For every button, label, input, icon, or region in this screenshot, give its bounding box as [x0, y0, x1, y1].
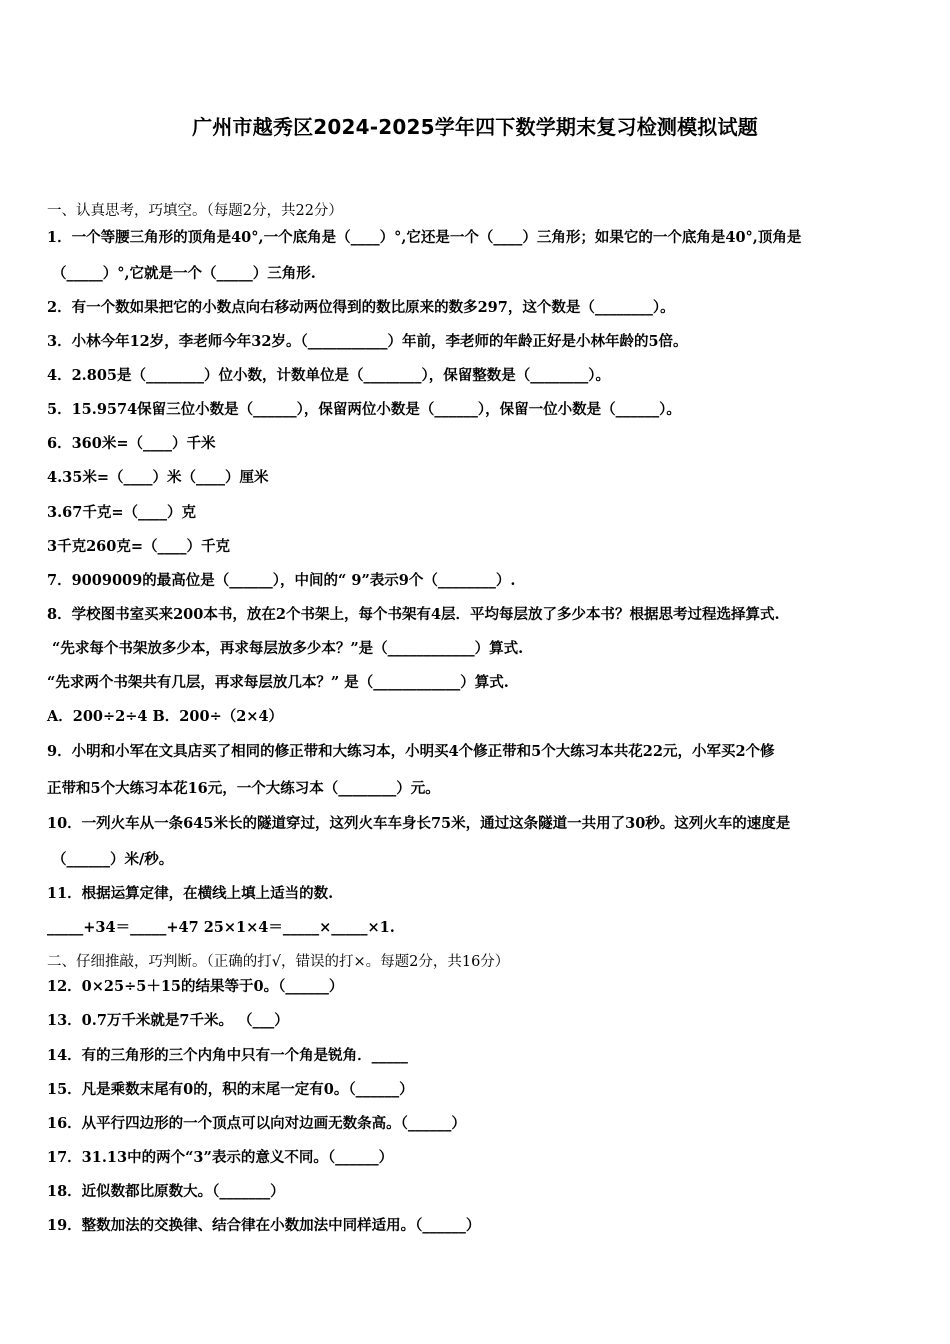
question-6-part-1: 6．360米=（____）千米 — [47, 435, 216, 452]
section-heading-true-false: 二、仔细推敲，巧判断。（正确的打√，错误的打×。每题2分，共16分） — [47, 954, 510, 970]
section-heading-fill-blank: 一、认真思考，巧填空。（每题2分，共22分） — [47, 203, 343, 219]
question-4: 4．2.805是（________）位小数，计数单位是（________），保留整数是（________）。 — [47, 367, 610, 384]
question-8-blank-2: “先求两个书架共有几层，再求每层放几本？” 是（____________）算式. — [47, 674, 509, 691]
question-7: 7．9009009的最高位是（______），中间的“ 9”表示9个（________）. — [47, 572, 516, 589]
question-3: 3．小林今年12岁，李老师今年32岁。（___________）年前，李老师的年龄正好是小林年龄的5倍。 — [47, 333, 688, 350]
question-12: 12．0×25÷5＋15的结果等于0。（______） — [47, 978, 344, 995]
question-9-line-2: 正带和5个大练习本花16元，一个大练习本（________）元。 — [47, 780, 440, 797]
question-1-line-2: （_____）°,它就是一个（_____）三角形. — [52, 265, 316, 282]
question-6-part-2: 4.35米=（____）米（____）厘米 — [47, 469, 269, 486]
question-2: 2．有一个数如果把它的小数点向右移动两位得到的数比原来的数多297，这个数是（________）。 — [47, 299, 675, 316]
question-8-options: A．200÷2÷4 B．200÷（2×4） — [47, 708, 284, 725]
page-title: 广州市越秀区2024-2025学年四下数学期末复习检测模拟试题 — [192, 115, 758, 139]
question-11-blanks: _____+34＝_____+47 25×1×4＝_____×_____×1. — [47, 919, 395, 936]
question-10-line-1: 10．一列火车从一条645米长的隧道穿过，这列火车车身长75米，通过这条隧道一共用了30秒。这列火车的速度是 — [47, 815, 791, 832]
question-11-stem: 11．根据运算定律，在横线上填上适当的数. — [47, 885, 334, 902]
question-16: 16．从平行四边形的一个顶点可以向对边画无数条高。（______） — [47, 1115, 466, 1132]
question-8-blank-1: “先求每个书架放多少本，再求每层放多少本？”是（____________）算式. — [52, 640, 524, 657]
question-9-line-1: 9．小明和小军在文具店买了相同的修正带和大练习本，小明买4个修正带和5个大练习本共花22元，小军买2个修 — [47, 743, 775, 760]
question-17: 17．31.13中的两个“3”表示的意义不同。（______） — [47, 1149, 394, 1166]
question-19: 19．整数加法的交换律、结合律在小数加法中同样适用。（______） — [47, 1217, 481, 1234]
question-8-stem: 8．学校图书室买来200本书，放在2个书架上，每个书架有4层．平均每层放了多少本书？根据思考过程选择算式. — [47, 606, 780, 623]
question-14: 14．有的三角形的三个内角中只有一个角是锐角．_____ — [47, 1047, 408, 1064]
question-6-part-3: 3.67千克=（____）克 — [47, 504, 196, 521]
question-10-line-2: （______）米/秒。 — [52, 851, 174, 868]
question-13: 13．0.7万千米就是7千米。 （___） — [47, 1012, 289, 1029]
question-15: 15．凡是乘数末尾有0的，积的末尾一定有0。（______） — [47, 1081, 414, 1098]
question-5: 5．15.9574保留三位小数是（______），保留两位小数是（______），保留一位小数是（______）。 — [47, 401, 681, 418]
question-18: 18．近似数都比原数大。（_______） — [47, 1183, 285, 1200]
question-6-part-4: 3千克260克=（____）千克 — [47, 538, 231, 555]
question-1-line-1: 1．一个等腰三角形的顶角是40°,一个底角是（____）°,它还是一个（____）三角形；如果它的一个底角是40°,顶角是 — [47, 229, 802, 246]
